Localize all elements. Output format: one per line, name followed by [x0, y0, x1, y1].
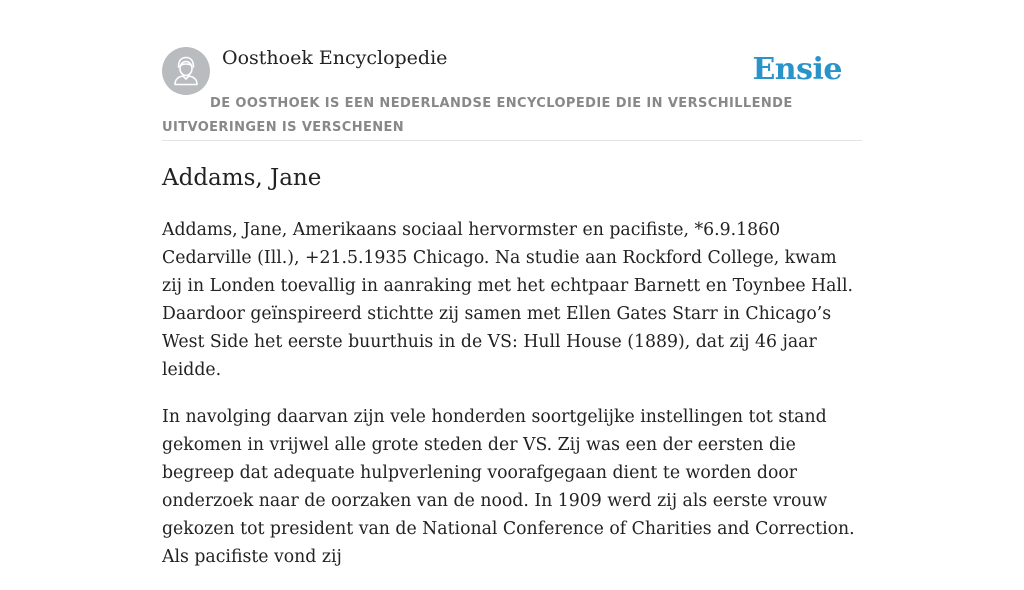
user-icon[interactable]: [162, 47, 210, 95]
article-title: Addams, Jane: [162, 165, 322, 191]
source-description: DE OOSTHOEK IS EEN NEDERLANDSE ENCYCLOPEDIE DIE IN VERSCHILLENDE UITVOERINGEN IS VERSCHENEN: [162, 96, 793, 135]
article-paragraph: Addams, Jane, Amerikaans sociaal hervormster en pacifiste, *6.9.1860 Cedarville (Ill.), +21.5.1935 Chicago. Na studie aan Rockford College, kwam zij in Londen toevallig in aanraking met het echtpaar Barnett en Toynbee Hall. Daardoor geïnspireerd stichtte zij samen met Ellen Gates Starr in Chicago’s West Side het eerste buurthuis in de VS: Hull House (1889), dat zij 46 jaar leidde.: [162, 220, 853, 380]
brand-logo[interactable]: Ensie: [752, 52, 842, 87]
source-name[interactable]: Oosthoek Encyclopedie: [222, 47, 448, 69]
article-body: [162, 216, 862, 590]
article-paragraph: In navolging daarvan zijn vele honderden soortgelijke instellingen tot stand gekomen in vrijwel alle grote steden der VS. Zij was een der eersten die begreep dat adequate hulpverlening voorafgegaan dient te worden door onderzoek naar de oorzaken van de nood. In 1909 werd zij als eerste vrouw gekozen tot president van de National Conference of Charities and Correction. Als pacifiste vond zij: [162, 407, 855, 567]
source-header: [162, 46, 862, 141]
